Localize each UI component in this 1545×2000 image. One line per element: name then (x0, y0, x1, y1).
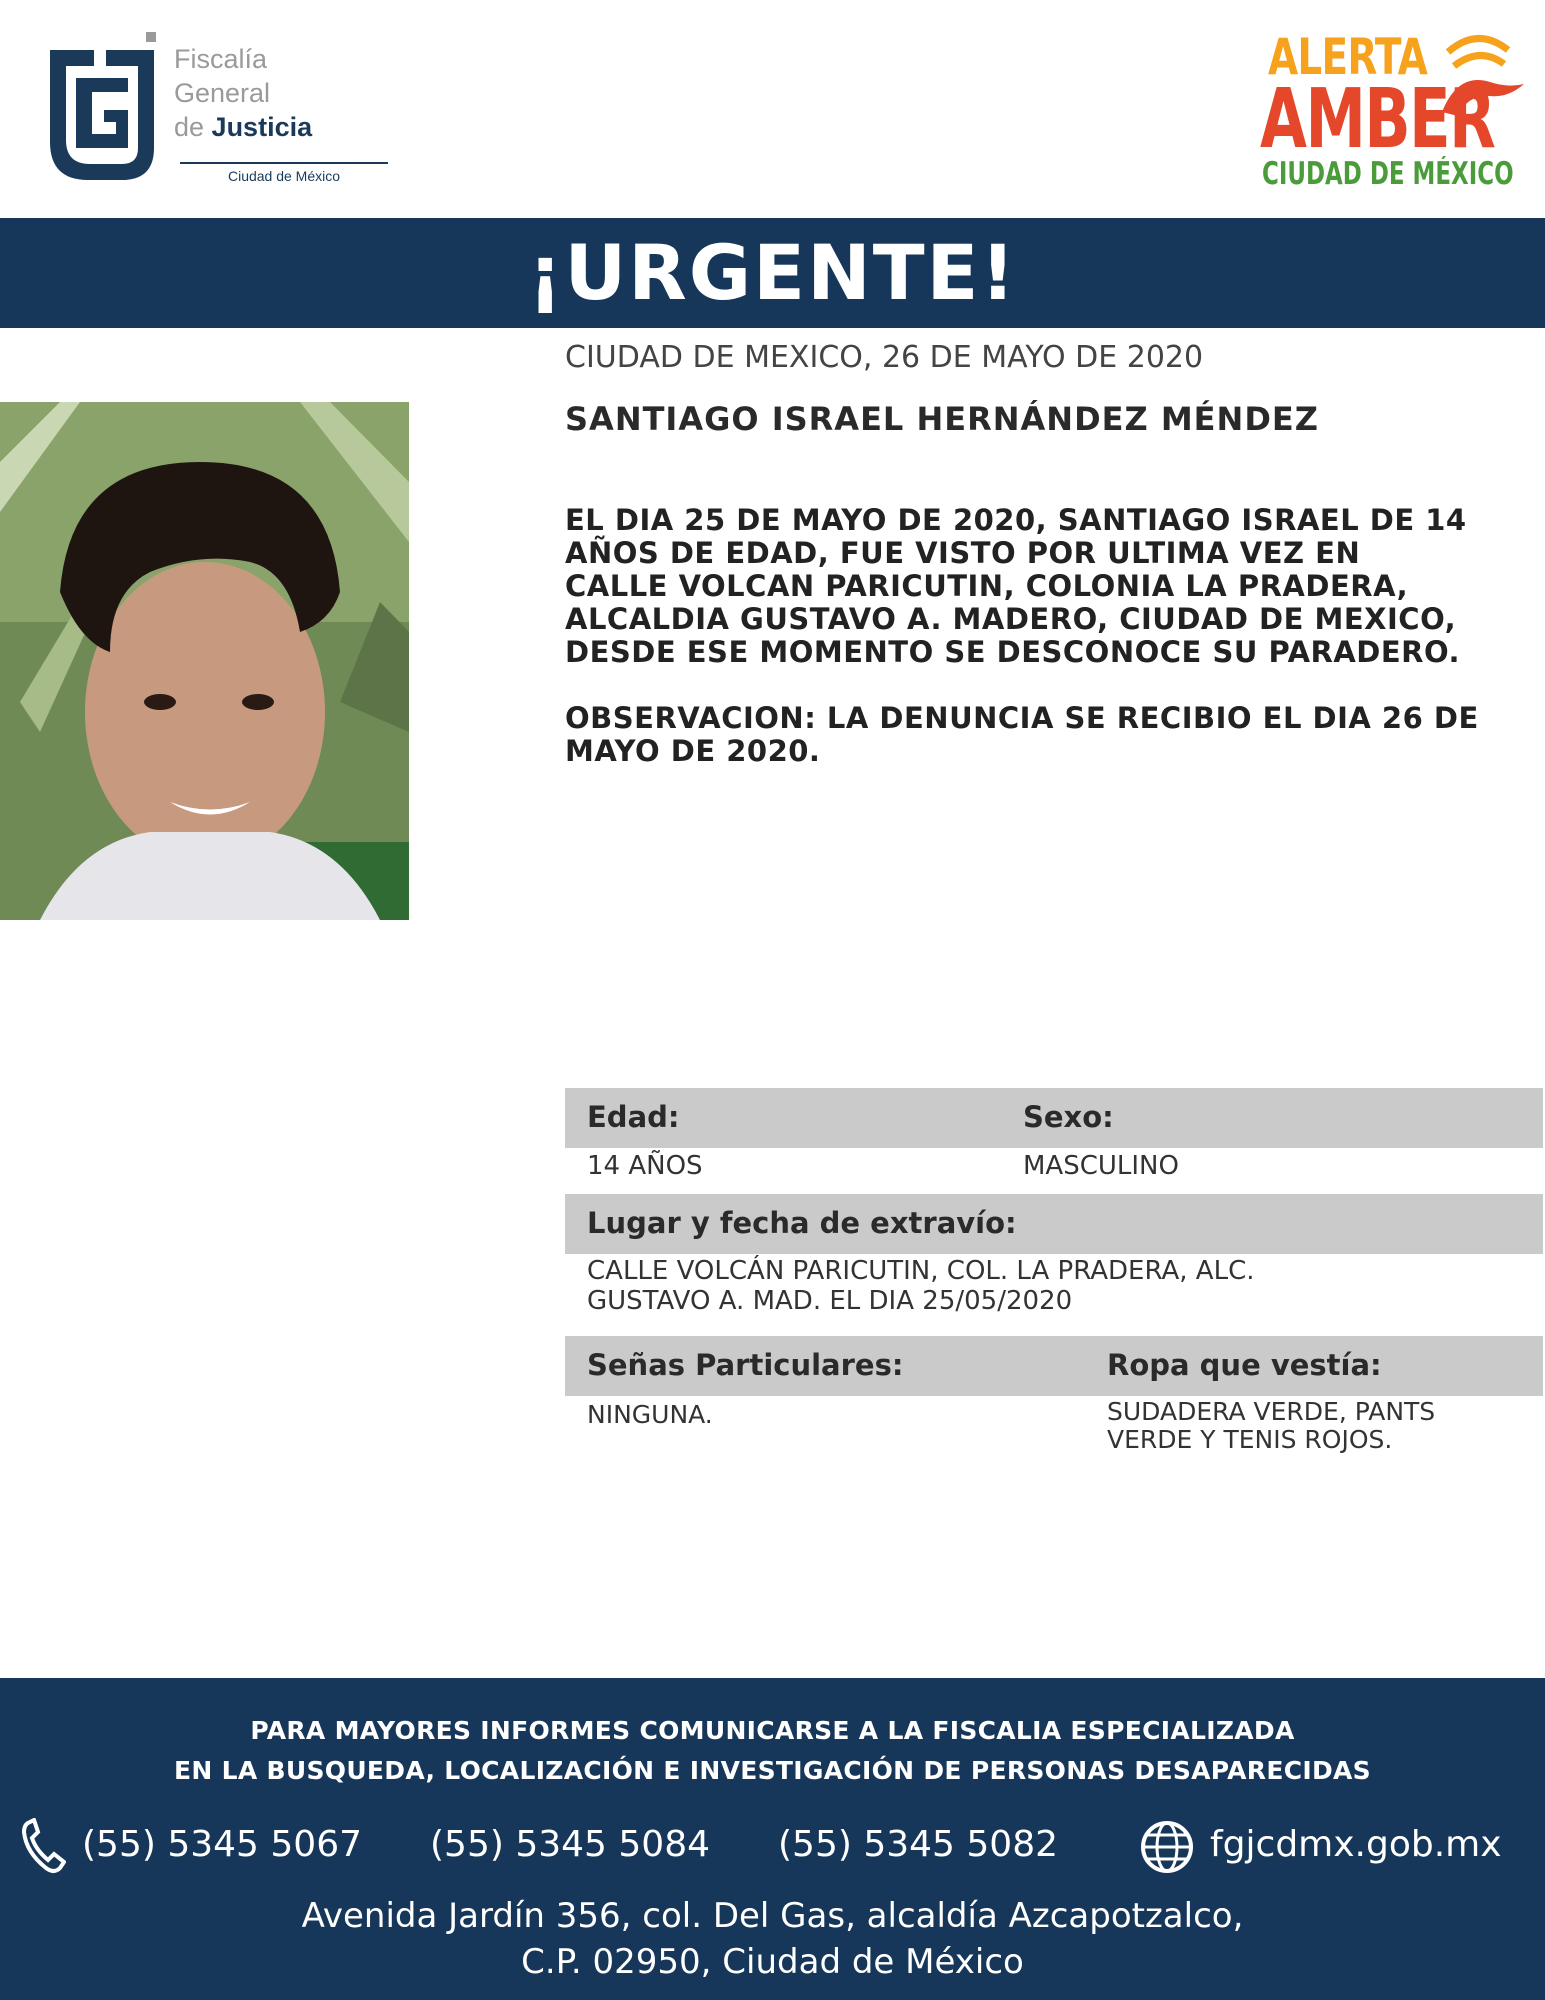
person-name: SANTIAGO ISRAEL HERNÁNDEZ MÉNDEZ (565, 400, 1319, 438)
fgj-subtitle: Ciudad de México (180, 162, 388, 184)
sex-label: Sexo: (1023, 1100, 1114, 1134)
description-line: DESDE ESE MOMENTO SE DESCONOCE SU PARADERO. (565, 635, 1461, 669)
amber-line3: CIUDAD DE MÉXICO (1262, 156, 1514, 192)
fgj-line3 (174, 110, 312, 144)
marks-value: NINGUNA. (587, 1400, 713, 1429)
place-label: Lugar y fecha de extravío: (587, 1206, 1017, 1240)
address-line2: C.P. 02950, Ciudad de México (521, 1942, 1024, 1982)
website-link[interactable]: fgjcdmx.gob.mx (1210, 1824, 1502, 1865)
amber-line2: AMBER (1260, 72, 1495, 167)
place-value-line: CALLE VOLCÁN PARICUTIN, COL. LA PRADERA, ALC. (587, 1256, 1255, 1286)
contact-footer (0, 1678, 1545, 2000)
description-line: EL DIA 25 DE MAYO DE 2020, SANTIAGO ISRAEL DE 14 (565, 503, 1467, 537)
clothes-value-line: VERDE Y TENIS ROJOS. (1107, 1425, 1393, 1454)
description-line: ALCALDIA GUSTAVO A. MADERO, CIUDAD DE MEXICO, (565, 602, 1457, 636)
clothes-label: Ropa que vestía: (1107, 1348, 1382, 1382)
place-value-line: GUSTAVO A. MAD. EL DIA 25/05/2020 (587, 1286, 1073, 1316)
missing-person-photo (0, 402, 409, 920)
fgj-line1: Fiscalía (174, 44, 268, 74)
phone-number[interactable]: (55) 5345 5082 (778, 1824, 1059, 1865)
footer-info-line1: PARA MAYORES INFORMES COMUNICARSE A LA FISCALIA ESPECIALIZADA (250, 1716, 1295, 1745)
phone-icon (22, 1818, 66, 1874)
fgj-line3-prefix: de (174, 112, 212, 142)
observation-paragraph (565, 702, 1525, 768)
amber-line1: ALERTA (1268, 28, 1428, 86)
person-photo-image (0, 402, 409, 920)
urgent-banner (0, 218, 1545, 328)
fgj-line3-strong: Justicia (211, 112, 313, 142)
age-value: 14 AÑOS (587, 1151, 703, 1181)
phone-number[interactable]: (55) 5345 5067 (82, 1824, 363, 1865)
globe-icon (1140, 1820, 1194, 1874)
alerta-amber-logo (1260, 28, 1540, 198)
address-line1: Avenida Jardín 356, col. Del Gas, alcaldía Azcapotzalco, (301, 1896, 1244, 1936)
observation-line: MAYO DE 2020. (565, 734, 821, 768)
fgj-line2: General (174, 78, 271, 108)
footer-info-line2: EN LA BUSQUEDA, LOCALIZACIÓN E INVESTIGACIÓN DE PERSONAS DESAPARECIDAS (174, 1756, 1371, 1785)
details-header-row-marks-clothes (565, 1336, 1543, 1396)
age-label: Edad: (587, 1100, 680, 1134)
fgj-emblem-icon (42, 30, 162, 190)
description-paragraph (565, 504, 1525, 669)
marks-label: Señas Particulares: (587, 1348, 904, 1382)
phone-number[interactable]: (55) 5345 5084 (430, 1824, 711, 1865)
clothes-value (1107, 1398, 1435, 1454)
description-line: AÑOS DE EDAD, FUE VISTO POR ULTIMA VEZ EN (565, 536, 1361, 570)
sex-value: MASCULINO (1023, 1151, 1179, 1181)
urgent-title: ¡URGENTE! (527, 228, 1018, 317)
fgj-logo (42, 30, 362, 200)
clothes-value-line: SUDADERA VERDE, PANTS (1107, 1397, 1436, 1426)
observation-line: OBSERVACION: LA DENUNCIA SE RECIBIO EL DIA 26 DE (565, 701, 1479, 735)
details-header-row-age-sex (565, 1088, 1543, 1148)
date-line: CIUDAD DE MEXICO, 26 DE MAYO DE 2020 (565, 340, 1204, 375)
details-header-row-place (565, 1194, 1543, 1254)
place-value (587, 1256, 1255, 1316)
description-line: CALLE VOLCAN PARICUTIN, COLONIA LA PRADERA, (565, 569, 1409, 603)
